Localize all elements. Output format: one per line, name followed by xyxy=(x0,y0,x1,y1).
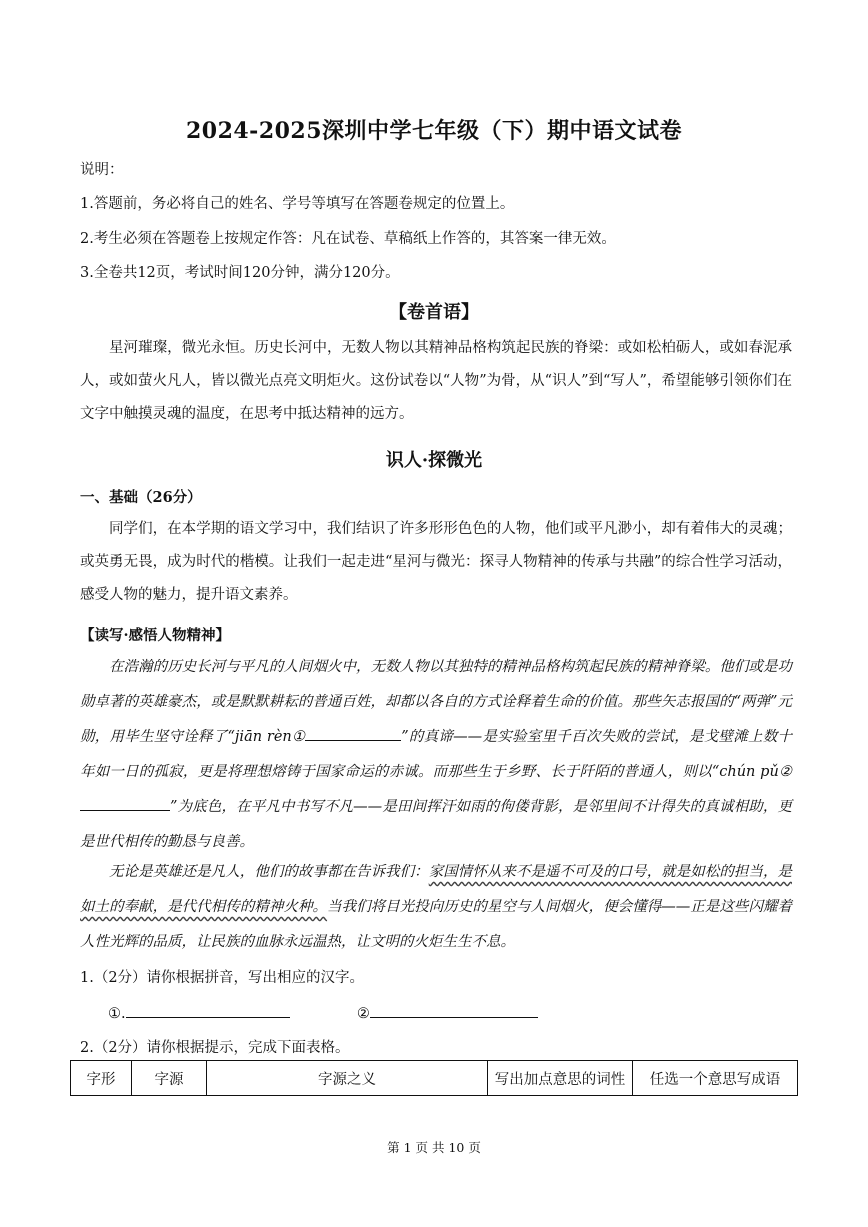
note-item-2: 2.考生必须在答题卷上按规定作答：凡在试卷、草稿纸上作答的，其答案一律无效。 xyxy=(80,231,616,247)
table-header-cell: 字形 xyxy=(71,1061,132,1096)
q2-table xyxy=(70,1060,798,1096)
question-2: 2.（2分）请你根据提示，完成下面表格。 xyxy=(80,1040,350,1056)
passage2-part-a: 无论是英雄还是凡人，他们的故事都在告诉我们： xyxy=(109,864,429,880)
passage1-part-a: 在浩瀚的历史长河与平凡的人间烟火中，无数人物以其独特的精神品格构筑起民族的精神脊梁。他们或是功勋卓著的英雄豪杰，或是默默耕耘的普通百姓，却都以各自的方式诠释着生命的价值。那些矢志报国的“两弹”元勋，用毕生坚守诠释了“jiān rèn① xyxy=(80,659,792,745)
note-item-3: 3.全卷共12页，考试时间120分钟，满分120分。 xyxy=(80,265,400,281)
exam-title: 2024-2025深圳中学七年级（下）期中语文试卷 xyxy=(185,118,683,144)
q1-answer-blank-1[interactable] xyxy=(126,1001,290,1018)
table-header-cell: 写出加点意思的词性 xyxy=(488,1061,633,1096)
passage2-part-b: 当我们将目光投向历史的星空与人间烟火，便会懂得——正是这些闪耀着人性光辉的品质，让民族的血脉永远温热，让文明的火炬生生不息。 xyxy=(80,899,793,950)
table-header-cell: 任选一个意思写成语 xyxy=(633,1061,798,1096)
passage1-part-c: ”为底色，在平凡中书写不凡——是田间挥汗如雨的佝偻背影，是邻里间不计得失的真诚相助，更是世代相传的勤恳与良善。 xyxy=(80,799,792,850)
table-header-cell: 字源 xyxy=(132,1061,207,1096)
reading-passage-1 xyxy=(80,650,792,860)
pinyin-blank-1 xyxy=(305,724,401,741)
preface-heading: 【卷首语】 xyxy=(389,302,479,323)
table-header-row xyxy=(71,1061,798,1096)
passage2-underlined-sentence: 家国情怀从来不是遥不可及的口号，就是如松的担当，是如土的奉献，是代代相传的精神火种。 xyxy=(80,864,792,915)
page-footer: 第 1 页 共 10 页 xyxy=(387,1140,481,1155)
q1-blank1-label: ①. xyxy=(108,1006,126,1022)
passage1-part-b: ”的真谛——是实验室里千百次失败的尝试，是戈壁滩上数十年如一日的孤寂，更是将理想熔铸于国家命运的赤诚。而那些生于乡野、长于阡陌的普通人，则以“chún pǔ② xyxy=(80,729,792,780)
section1-heading: 一、基础（26分） xyxy=(80,489,202,506)
section1-intro: 同学们，在本学期的语文学习中，我们结识了许多形形色色的人物，他们或平凡渺小，却有着伟大的灵魂；或英勇无畏，成为时代的楷模。让我们一起走进“星河与微光：探寻人物精神的传承与共融”的综合性学习活动，感受人物的魅力，提升语文素养。 xyxy=(80,521,792,603)
q1-answer-blank-2[interactable] xyxy=(370,1001,538,1018)
q1-answer-row xyxy=(108,1001,818,1022)
question-1: 1.（2分）请你根据拼音，写出相应的汉字。 xyxy=(80,970,365,986)
note-item-1: 1.答题前，务必将自己的姓名、学号等填写在答题卷规定的位置上。 xyxy=(80,196,515,212)
q1-blank2-label: ② xyxy=(356,1006,370,1022)
part-title: 识人·探微光 xyxy=(385,450,483,471)
notes-heading: 说明： xyxy=(80,162,124,178)
reading-passage-2 xyxy=(80,855,792,960)
pinyin-blank-2 xyxy=(80,794,170,811)
table-header-cell: 字源之义 xyxy=(207,1061,488,1096)
reading-subheading: 【读写·感悟人物精神】 xyxy=(80,627,231,644)
preface-text: 星河璀璨，微光永恒。历史长河中，无数人物以其精神品格构筑起民族的脊梁：或如松柏砺人，或如春泥承人，或如萤火凡人，皆以微光点亮文明炬火。这份试卷以“人物”为骨，从“识人”到“写人”，希望能够引领你们在文字中触摸灵魂的温度，在思考中抵达精神的远方。 xyxy=(80,340,792,422)
